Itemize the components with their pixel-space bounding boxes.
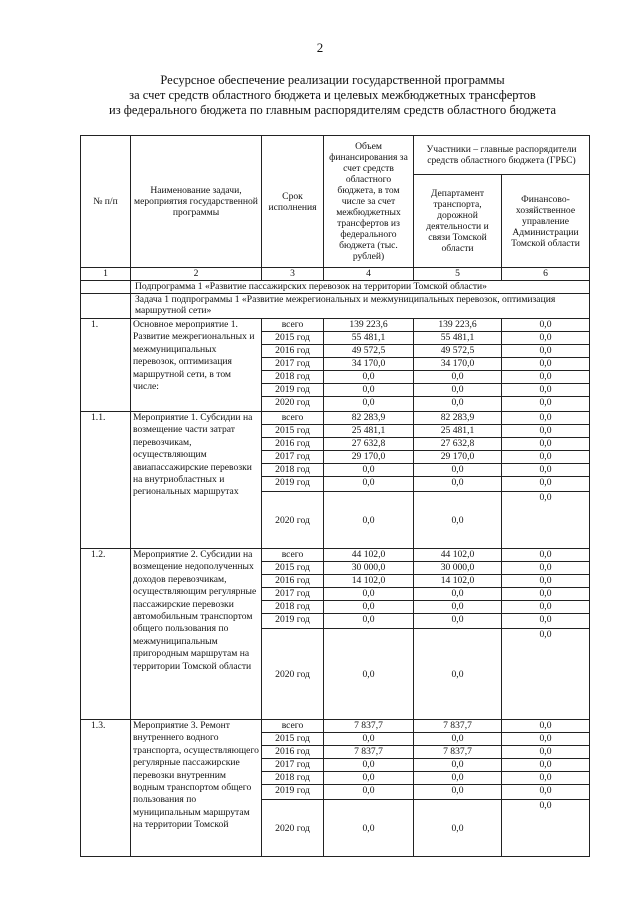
dept-cell: 0,0 <box>414 629 502 720</box>
measure-name: Мероприятие 2. Субсидии на возмещение недополученных доходов перевозчикам, осуществляющим регулярные пассажирские перевозки автомобильным транспортом общего пользования по межмуниципальным пригородным маршрутам на территории Томской области <box>131 549 262 720</box>
volume-cell: 0,0 <box>324 785 414 800</box>
task-row: Задача 1 подпрограммы 1 «Развитие межрегиональных и межмуниципальных перевозок, оптимизация маршрутной сети» <box>131 294 590 319</box>
volume-cell: 0,0 <box>324 384 414 397</box>
term-cell: 2015 год <box>262 332 324 345</box>
volume-cell: 0,0 <box>324 759 414 772</box>
col-number: 3 <box>262 268 324 281</box>
volume-cell: 0,0 <box>324 492 414 549</box>
dept-cell: 0,0 <box>414 759 502 772</box>
term-cell: 2015 год <box>262 733 324 746</box>
term-cell: всего <box>262 720 324 733</box>
dept-cell: 0,0 <box>414 397 502 412</box>
fin-cell: 0,0 <box>502 358 590 371</box>
measure-name: Мероприятие 3. Ремонт внутреннего водного транспорта, осуществляющего регулярные пассажирские перевозки внутренним водным транспортом общего пользования по муниципальным маршрутам на территории Томской <box>131 720 262 857</box>
term-cell: 2020 год <box>262 629 324 720</box>
fin-cell: 0,0 <box>502 345 590 358</box>
table-row <box>81 412 590 425</box>
dept-cell: 0,0 <box>414 733 502 746</box>
measure-name: Мероприятие 1. Субсидии на возмещение части затрат перевозчикам, осуществляющим авиапассажирские перевозки на внутриобластных и региональных маршрутах <box>131 412 262 549</box>
term-cell: 2015 год <box>262 562 324 575</box>
col-number: 1 <box>81 268 131 281</box>
term-cell: всего <box>262 319 324 332</box>
fin-cell: 0,0 <box>502 464 590 477</box>
fin-cell: 0,0 <box>502 562 590 575</box>
volume-cell: 30 000,0 <box>324 562 414 575</box>
fin-cell: 0,0 <box>502 785 590 800</box>
volume-cell: 14 102,0 <box>324 575 414 588</box>
col-number: 6 <box>502 268 590 281</box>
volume-cell: 44 102,0 <box>324 549 414 562</box>
volume-cell: 27 632,8 <box>324 438 414 451</box>
measure-number: 1.1. <box>81 412 131 549</box>
term-cell: 2019 год <box>262 785 324 800</box>
col-number: 4 <box>324 268 414 281</box>
fin-cell: 0,0 <box>502 759 590 772</box>
volume-cell: 29 170,0 <box>324 451 414 464</box>
header-participants: Участники – главные распорядители средств областного бюджета (ГРБС) <box>414 136 590 175</box>
term-cell: 2016 год <box>262 575 324 588</box>
header-num: № п/п <box>81 136 131 268</box>
measures-body <box>81 319 590 857</box>
term-cell: всего <box>262 549 324 562</box>
term-cell: 2018 год <box>262 772 324 785</box>
dept-cell: 0,0 <box>414 800 502 857</box>
dept-cell: 55 481,1 <box>414 332 502 345</box>
term-cell: 2018 год <box>262 371 324 384</box>
title-line: Ресурсное обеспечение реализации государственной программы <box>160 73 505 87</box>
measure-name: Основное мероприятие 1. Развитие межрегиональных и межмуниципальных перевозок, оптимизация маршрутной сети, в том числе: <box>131 319 262 412</box>
title-line: из федерального бюджета по главным распорядителям средств областного бюджета <box>109 103 556 117</box>
fin-cell: 0,0 <box>502 451 590 464</box>
term-cell: 2019 год <box>262 477 324 492</box>
fin-cell: 0,0 <box>502 371 590 384</box>
fin-cell: 0,0 <box>502 412 590 425</box>
fin-cell: 0,0 <box>502 772 590 785</box>
term-cell: 2015 год <box>262 425 324 438</box>
header-fin: Финансово-хозяйственное управление Администрации Томской области <box>502 175 590 268</box>
volume-cell: 0,0 <box>324 397 414 412</box>
document-title <box>60 73 605 118</box>
table-row <box>81 319 590 332</box>
dept-cell: 0,0 <box>414 772 502 785</box>
term-cell: 2017 год <box>262 358 324 371</box>
measure-number: 1.3. <box>81 720 131 857</box>
volume-cell: 0,0 <box>324 477 414 492</box>
table-row <box>81 720 590 733</box>
volume-cell: 0,0 <box>324 733 414 746</box>
fin-cell: 0,0 <box>502 746 590 759</box>
dept-cell: 0,0 <box>414 464 502 477</box>
fin-cell: 0,0 <box>502 477 590 492</box>
dept-cell: 49 572,5 <box>414 345 502 358</box>
dept-cell: 0,0 <box>414 614 502 629</box>
dept-cell: 25 481,1 <box>414 425 502 438</box>
fin-cell: 0,0 <box>502 800 590 857</box>
fin-cell: 0,0 <box>502 384 590 397</box>
fin-cell: 0,0 <box>502 575 590 588</box>
fin-cell: 0,0 <box>502 588 590 601</box>
volume-cell: 139 223,6 <box>324 319 414 332</box>
volume-cell: 0,0 <box>324 800 414 857</box>
volume-cell: 25 481,1 <box>324 425 414 438</box>
dept-cell: 0,0 <box>414 384 502 397</box>
term-cell: 2016 год <box>262 345 324 358</box>
fin-cell: 0,0 <box>502 720 590 733</box>
fin-cell: 0,0 <box>502 438 590 451</box>
fin-cell: 0,0 <box>502 492 590 549</box>
measure-number: 1.2. <box>81 549 131 720</box>
dept-cell: 139 223,6 <box>414 319 502 332</box>
fin-cell: 0,0 <box>502 629 590 720</box>
volume-cell: 0,0 <box>324 601 414 614</box>
dept-cell: 44 102,0 <box>414 549 502 562</box>
header-term: Срок исполнения <box>262 136 324 268</box>
term-cell: 2017 год <box>262 451 324 464</box>
fin-cell: 0,0 <box>502 332 590 345</box>
dept-cell: 29 170,0 <box>414 451 502 464</box>
volume-cell: 49 572,5 <box>324 345 414 358</box>
volume-cell: 0,0 <box>324 464 414 477</box>
dept-cell: 0,0 <box>414 492 502 549</box>
volume-cell: 0,0 <box>324 371 414 384</box>
header-volume: Объем финансирования за счет средств областного бюджета, в том числе за счет межбюджетных трансфертов из федерального бюджета (тыс. рублей) <box>324 136 414 268</box>
header-name: Наименование задачи, мероприятия государственной программы <box>131 136 262 268</box>
dept-cell: 82 283,9 <box>414 412 502 425</box>
volume-cell: 55 481,1 <box>324 332 414 345</box>
term-cell: 2018 год <box>262 464 324 477</box>
dept-cell: 7 837,7 <box>414 746 502 759</box>
fin-cell: 0,0 <box>502 319 590 332</box>
volume-cell: 0,0 <box>324 588 414 601</box>
fin-cell: 0,0 <box>502 397 590 412</box>
dept-cell: 0,0 <box>414 601 502 614</box>
fin-cell: 0,0 <box>502 614 590 629</box>
col-number: 2 <box>131 268 262 281</box>
page-number: 2 <box>316 40 324 55</box>
dept-cell: 0,0 <box>414 588 502 601</box>
col-number: 5 <box>414 268 502 281</box>
term-cell: 2017 год <box>262 759 324 772</box>
term-cell: 2016 год <box>262 746 324 759</box>
table-row <box>81 549 590 562</box>
volume-cell: 0,0 <box>324 629 414 720</box>
volume-cell: 7 837,7 <box>324 746 414 759</box>
volume-cell: 0,0 <box>324 614 414 629</box>
resource-table <box>80 135 590 857</box>
volume-cell: 0,0 <box>324 772 414 785</box>
fin-cell: 0,0 <box>502 425 590 438</box>
term-cell: 2019 год <box>262 614 324 629</box>
header-dept: Департамент транспорта, дорожной деятельности и связи Томской области <box>414 175 502 268</box>
fin-cell: 0,0 <box>502 733 590 746</box>
term-cell: 2016 год <box>262 438 324 451</box>
dept-cell: 0,0 <box>414 785 502 800</box>
term-cell: всего <box>262 412 324 425</box>
dept-cell: 30 000,0 <box>414 562 502 575</box>
term-cell: 2018 год <box>262 601 324 614</box>
dept-cell: 0,0 <box>414 371 502 384</box>
dept-cell: 7 837,7 <box>414 720 502 733</box>
volume-cell: 7 837,7 <box>324 720 414 733</box>
dept-cell: 0,0 <box>414 477 502 492</box>
volume-cell: 82 283,9 <box>324 412 414 425</box>
term-cell: 2019 год <box>262 384 324 397</box>
fin-cell: 0,0 <box>502 549 590 562</box>
term-cell: 2020 год <box>262 492 324 549</box>
measure-number: 1. <box>81 319 131 412</box>
term-cell: 2020 год <box>262 800 324 857</box>
dept-cell: 27 632,8 <box>414 438 502 451</box>
title-line: за счет средств областного бюджета и целевых межбюджетных трансфертов <box>129 88 536 102</box>
fin-cell: 0,0 <box>502 601 590 614</box>
subprogram-row: Подпрограмма 1 «Развитие пассажирских перевозок на территории Томской области» <box>131 281 590 294</box>
dept-cell: 34 170,0 <box>414 358 502 371</box>
volume-cell: 34 170,0 <box>324 358 414 371</box>
term-cell: 2017 год <box>262 588 324 601</box>
term-cell: 2020 год <box>262 397 324 412</box>
dept-cell: 14 102,0 <box>414 575 502 588</box>
